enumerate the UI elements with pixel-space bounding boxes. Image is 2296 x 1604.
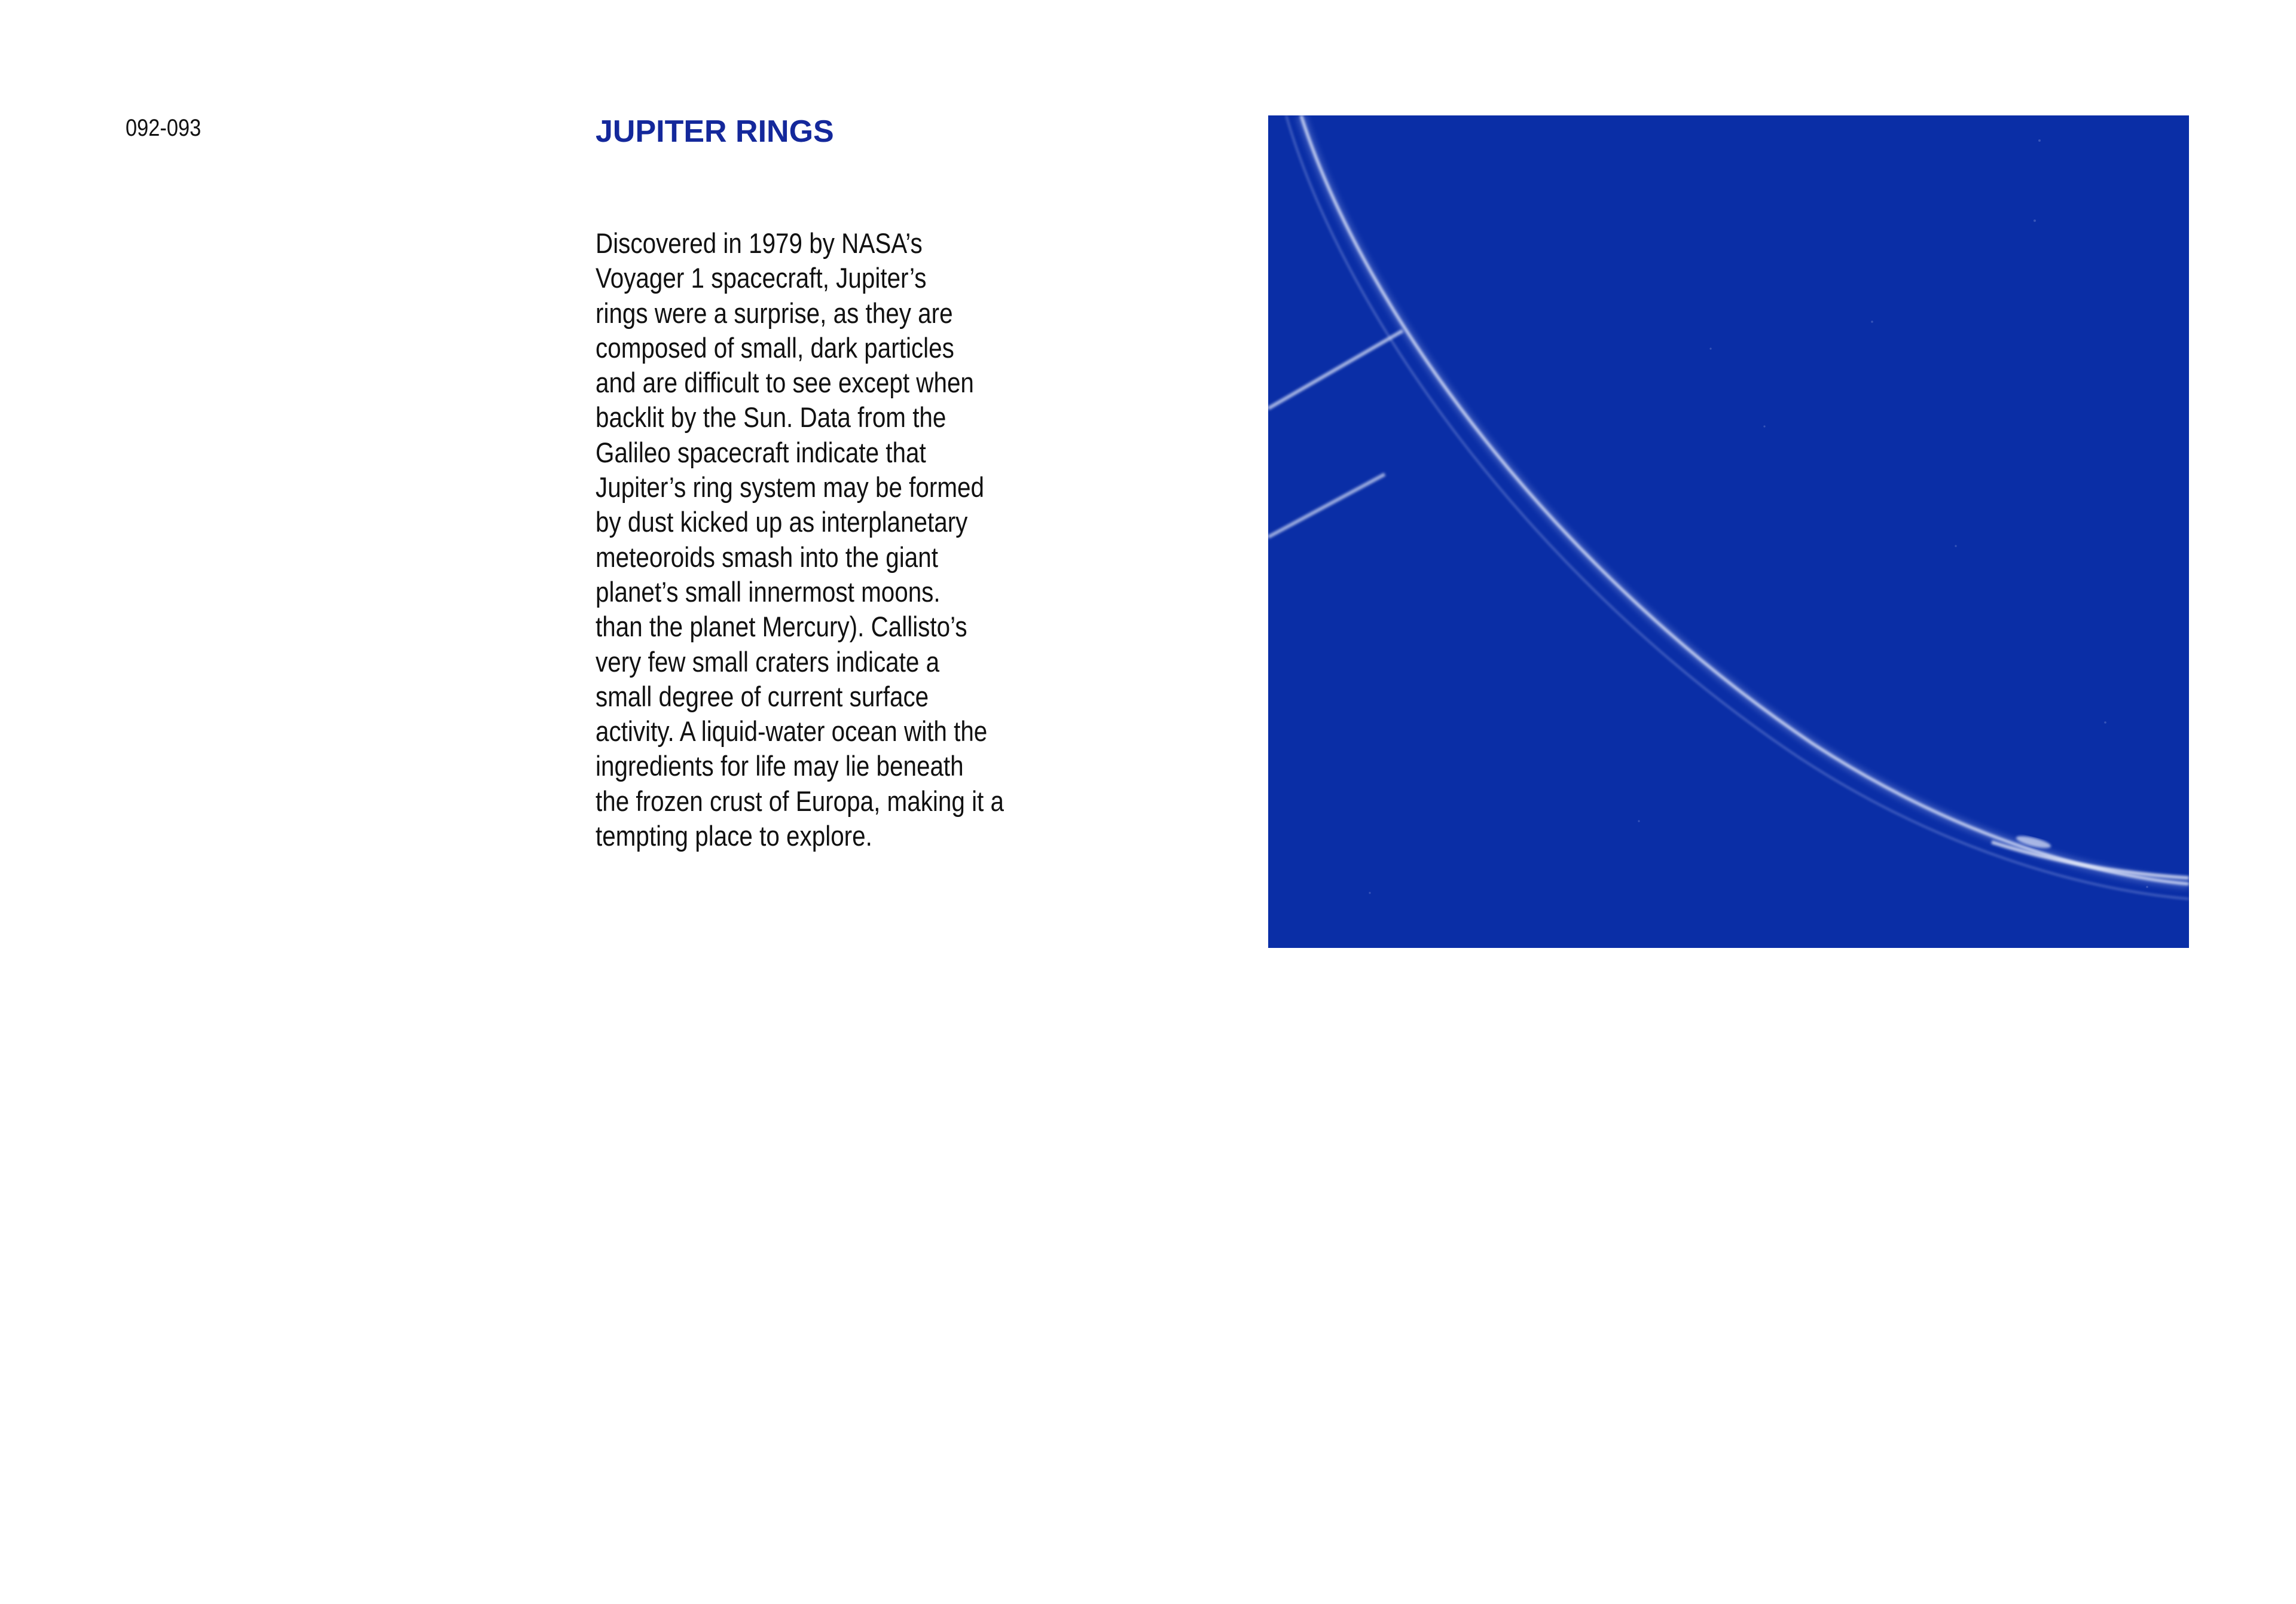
- body-line: and are difficult to see except when: [596, 367, 974, 399]
- body-line: by dust kicked up as interplanetary: [596, 506, 968, 538]
- photo-background: [1268, 115, 2189, 948]
- body-line: ingredients for life may lie beneath: [596, 750, 964, 782]
- jupiter-rings-photo: [1268, 115, 2189, 948]
- body-line: than the planet Mercury). Callisto’s: [596, 611, 967, 643]
- ring-illustration: [1268, 115, 2189, 948]
- body-line: activity. A liquid-water ocean with the: [596, 715, 988, 748]
- body-line: Galileo spacecraft indicate that: [596, 436, 926, 468]
- body-line: meteoroids smash into the giant: [596, 541, 938, 573]
- body-line: tempting place to explore.: [596, 820, 872, 852]
- body-line: small degree of current surface: [596, 680, 929, 712]
- body-line: rings were a surprise, as they are: [596, 297, 953, 329]
- body-line: the frozen crust of Europa, making it a: [596, 785, 1004, 817]
- body-line: Jupiter’s ring system may be formed: [596, 471, 984, 504]
- body-line: composed of small, dark particles: [596, 331, 954, 364]
- body-line: Discovered in 1979 by NASA’s: [596, 227, 923, 259]
- body-line: Voyager 1 spacecraft, Jupiter’s: [596, 262, 927, 294]
- article-title: JUPITER RINGS: [596, 114, 834, 149]
- body-line: planet’s small innermost moons.: [596, 575, 941, 608]
- page-number: 092-093: [126, 115, 201, 141]
- body-line: backlit by the Sun. Data from the: [596, 401, 947, 434]
- body-line: very few small craters indicate a: [596, 645, 940, 678]
- article-body: [596, 226, 1134, 853]
